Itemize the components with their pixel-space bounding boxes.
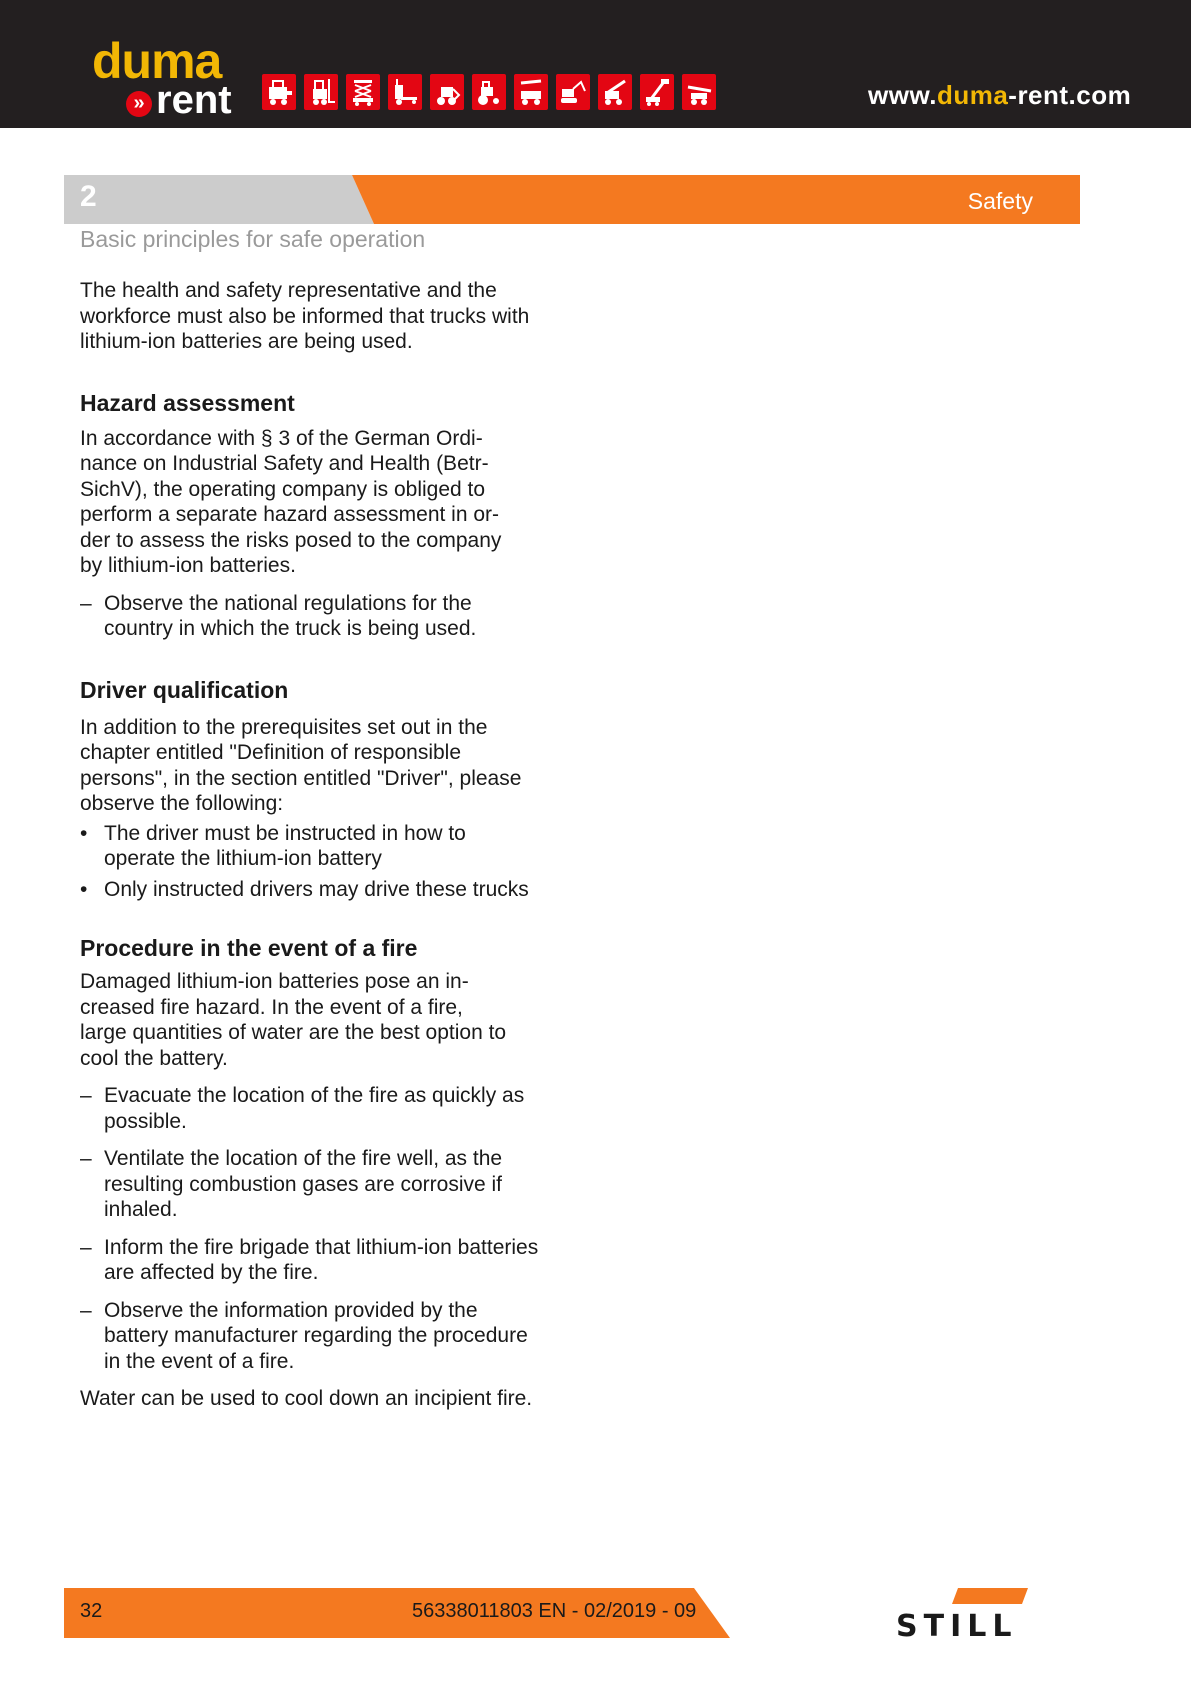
aerial-platform-icon [682,74,716,110]
compact-loader-icon [430,74,464,110]
hazard-line: by lithium-ion batteries. [80,554,296,577]
chapter-number: 2 [80,180,97,213]
truck-crane-icon [514,74,548,110]
dash-mark: – [80,591,92,615]
still-logo-accent [952,1588,1028,1604]
fire-step-item [80,1298,540,1375]
list-item-text: Evacuate the location of the fire as quickly as possible. [104,1084,525,1133]
fire-heading: Procedure in the event of a fire [80,935,418,961]
bullet-mark: • [80,821,88,845]
list-item-text: Observe the information provided by the battery manufacturer regarding the procedure in the event of a fire. [104,1298,528,1373]
website-url[interactable] [868,80,1131,111]
list-item-text: Inform the fire brigade that lithium-ion batteries are affected by the fire. [104,1235,539,1284]
telehandler-icon [598,74,632,110]
list-item-text: Only instructed drivers may drive these trucks [104,877,529,901]
driver-heading: Driver qualification [80,676,289,703]
hazard-line: SichV), the operating company is obliged to [80,477,486,501]
url-suffix: -rent.com [1008,80,1132,110]
logo-chevron-icon: » [126,91,152,117]
fire-closing-paragraph: Water can be used to cool down an incipient fire. [80,1387,533,1410]
fire-step-item [80,1235,540,1286]
fire-paragraph [80,969,540,1071]
list-item-text: Observe the national regulations for the country in which the truck is being used. [104,591,477,640]
page-header [0,0,1191,128]
skid-steer-icon [262,74,296,110]
driver-bullet-item [80,821,540,872]
url-highlight: duma [936,80,1009,110]
list-item-text: The driver must be instructed in how to operate the lithium-ion battery [104,821,466,870]
hazard-heading: Hazard assessment [80,389,295,416]
pallet-truck-icon [388,74,422,110]
tractor-icon [472,74,506,110]
section-subtitle: Basic principles for safe operation [80,226,426,252]
hazard-line: In accordance with § 3 of the German Ordi- [80,426,483,450]
main-content [80,278,540,1412]
dash-mark: – [80,1235,92,1259]
url-prefix: www. [868,80,937,110]
fire-step-item [80,1146,540,1223]
hazard-line: der to assess the risks posed to the company [80,528,502,552]
list-item-text: Ventilate the location of the fire well, as the resulting combustion gases are corrosive if inhaled. [104,1147,503,1221]
scissor-lift-icon [346,74,380,110]
section-bar [64,175,1080,224]
fire-step-item [80,1083,540,1134]
duma-rent-logo[interactable] [92,33,232,124]
dash-mark: – [80,1084,92,1107]
chapter-title: Safety [967,188,1033,214]
still-logo [894,1588,1084,1645]
bullet-mark: • [80,877,88,901]
hazard-paragraph [80,426,540,579]
boom-lift-icon [640,74,674,110]
fire-line: large quantities of water are the best option to [80,1021,507,1044]
still-logo-text: STILL [896,1609,1018,1640]
hazard-dash-item [80,591,540,642]
document-code: 56338011803 EN - 02/2019 - 09 [412,1600,697,1622]
fire-line: cool the battery. [80,1046,228,1070]
fire-line: Damaged lithium-ion batteries pose an in- [80,970,469,993]
hazard-line: nance on Industrial Safety and Health (Betr- [80,452,489,475]
dash-mark: – [80,1298,92,1322]
logo-duma-text: duma [92,33,222,89]
logo-rent-text: rent [156,78,232,122]
intro-paragraph: The health and safety representative and the workforce must also be informed that trucks with lithium-ion batteries are being used. [80,279,530,353]
excavator-icon [556,74,590,110]
dash-mark: – [80,1147,92,1170]
forklift-icon [304,74,338,110]
driver-bullet-item [80,877,540,903]
hazard-line: perform a separate hazard assessment in or- [80,503,500,526]
fire-line: creased fire hazard. In the event of a fire, [80,995,463,1019]
driver-paragraph: In addition to the prerequisites set out in the chapter entitled "Definition of responsible persons", in the section entitled "Driver", please observe the following: [80,715,522,815]
page-number: 32 [80,1600,103,1622]
